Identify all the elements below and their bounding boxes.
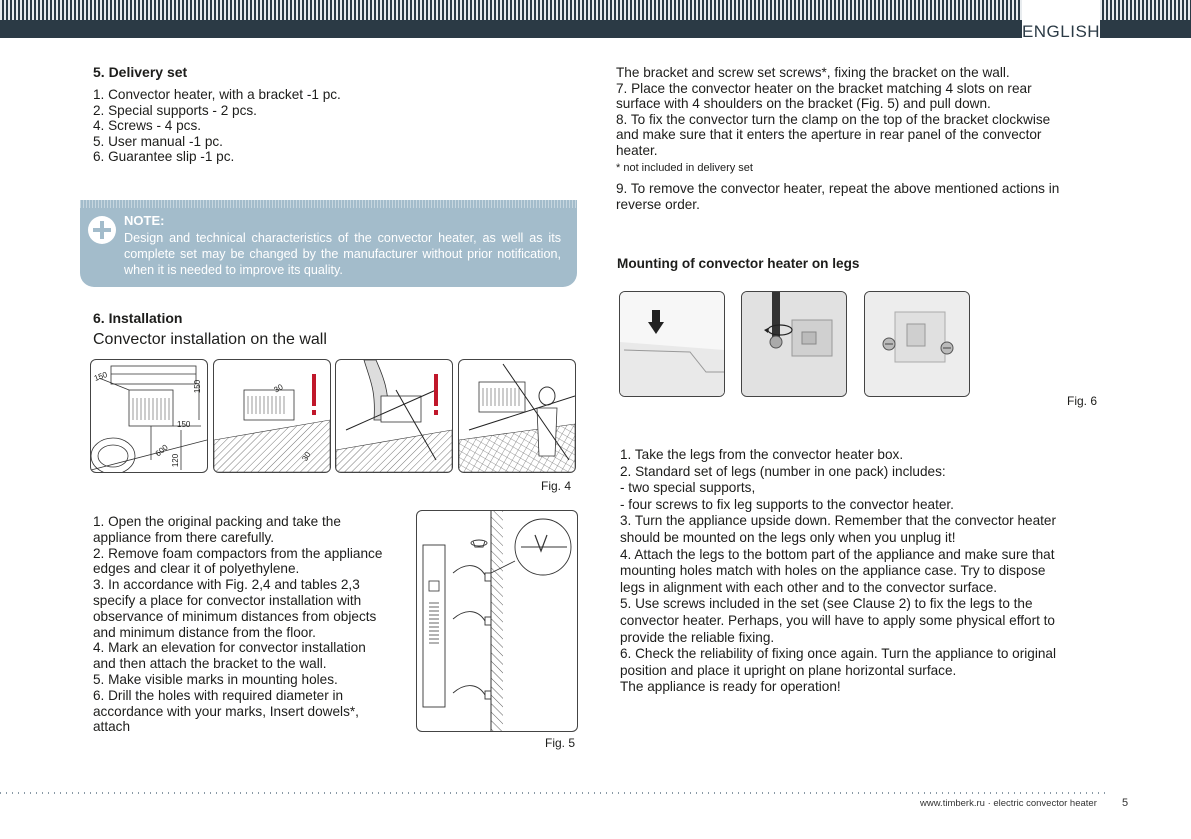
text-line: surface with 4 shoulders on the bracket (Fig. 5) and pull down. xyxy=(616,96,991,112)
text-line: and minimum distance from the floor. xyxy=(93,624,316,640)
text-line: legs in alignment with each other and to the convector surface. xyxy=(620,579,998,595)
installation-subtitle: Convector installation on the wall xyxy=(93,331,327,348)
text-line: 2. Standard set of legs (number in one pack) includes: xyxy=(620,463,946,479)
fig4-dim-label: 150 xyxy=(177,420,191,429)
text-line: observance of minimum distances from objects xyxy=(93,608,377,624)
text-line: accordance with your marks, Insert dowels*, xyxy=(93,703,359,719)
remove-text xyxy=(616,181,1106,212)
text-line: provide the reliable fixing. xyxy=(620,629,775,645)
legs-steps xyxy=(620,447,1100,696)
note-stripe xyxy=(80,200,577,208)
header-stripes xyxy=(0,0,1191,20)
text-line: 3. In accordance with Fig. 2,4 and tables 2,3 xyxy=(93,577,360,593)
text-line: The bracket and screw set screws*, fixing the bracket on the wall. xyxy=(616,65,1010,80)
text-line: 1. Open the original packing and take the xyxy=(93,514,341,529)
text-line: 4. Attach the legs to the bottom part of the appliance and make sure that xyxy=(620,546,1055,562)
text-line: 2. Remove foam compactors from the appliance xyxy=(93,545,383,561)
plus-icon xyxy=(88,216,116,244)
text-line: 5. Make visible marks in mounting holes. xyxy=(93,671,338,687)
text-line: edges and clear it of polyethylene. xyxy=(93,561,300,577)
text-line: reverse order. xyxy=(616,196,700,212)
text-line: 8. To fix the convector turn the clamp on the top of the bracket clockwise xyxy=(616,111,1051,127)
text-line: 9. To remove the convector heater, repeat the above mentioned actions in xyxy=(616,181,1060,196)
list-item: 6. Guarantee slip -1 pc. xyxy=(93,149,235,165)
text-line: The appliance is ready for operation! xyxy=(620,679,841,695)
text-line: - four screws to fix leg supports to the convector heater. xyxy=(620,496,954,512)
language-label: ENGLISH xyxy=(1021,22,1101,41)
fig4-panel-curtain-warning xyxy=(335,359,453,473)
fig5-label: Fig. 5 xyxy=(545,736,576,750)
text-line: 3. Turn the appliance upside down. Remember that the convector heater xyxy=(620,513,1057,529)
text-line: attach xyxy=(93,719,131,735)
footnote: * not included in delivery set xyxy=(616,162,753,174)
fig6-photo-fixed-leg xyxy=(864,291,970,397)
note-box xyxy=(80,200,577,287)
text-line: 1. Take the legs from the convector heater box. xyxy=(620,447,904,462)
fig4-panel-clearances xyxy=(90,359,208,473)
text-line: convector heater. Perhaps, you will have to apply some physical effort to xyxy=(620,612,1055,628)
language-tab xyxy=(1022,0,1100,46)
footer-divider xyxy=(0,792,1110,794)
fig4-panel-floor-warning xyxy=(213,359,331,473)
page-number: 5 xyxy=(1122,797,1129,809)
text-line: 7. Place the convector heater on the bracket matching 4 slots on rear xyxy=(616,80,1032,96)
fig4-dim-label: 600 xyxy=(153,442,170,459)
installation-steps xyxy=(93,514,413,735)
fig4-dim-label: 30 xyxy=(300,450,313,463)
fig4-dim-label: 120 xyxy=(171,453,181,468)
fig6-photo-upside-down xyxy=(619,291,725,397)
list-item: 1. Convector heater, with a bracket -1 pc. xyxy=(93,87,341,102)
text-line: heater. xyxy=(616,142,658,158)
bracket-text xyxy=(616,65,1106,159)
fig4-panel-bathroom xyxy=(458,359,576,473)
installation-title: 6. Installation xyxy=(93,310,183,326)
text-line: specify a place for convector installation with xyxy=(93,592,362,608)
text-line: and then attach the bracket to the wall. xyxy=(93,656,327,672)
text-line: 6. Drill the holes with required diameter in xyxy=(93,687,344,703)
header-bar xyxy=(0,0,1191,38)
text-line: position and place it upright on plane horizontal surface. xyxy=(620,662,957,678)
note-title: NOTE: xyxy=(124,213,165,228)
list-item: 2. Special supports - 2 pcs. xyxy=(93,102,257,118)
delivery-list xyxy=(93,87,423,165)
fig4-dim-label: 150 xyxy=(193,379,203,394)
text-line: 5. Use screws included in the set (see Clause 2) to fix the legs to the xyxy=(620,596,1033,612)
footer-site: www.timberk.ru · electric convector heater xyxy=(920,798,1097,809)
fig4-dim-label: 30 xyxy=(272,382,285,395)
fig6-label: Fig. 6 xyxy=(1067,394,1098,408)
text-line: - two special supports, xyxy=(620,480,756,496)
text-line: and make sure that it enters the aperture in rear panel of the convector xyxy=(616,127,1042,143)
fig4-dim-label: 150 xyxy=(92,369,109,384)
fig5-bracket-diagram xyxy=(416,510,578,732)
fig4-label: Fig. 4 xyxy=(541,479,572,493)
text-line: 4. Mark an elevation for convector installation xyxy=(93,640,366,656)
fig6-photo-screwdriver xyxy=(741,291,847,397)
legs-title: Mounting of convector heater on legs xyxy=(617,256,860,271)
delivery-title: 5. Delivery set xyxy=(93,64,188,80)
text-line: should be mounted on the legs only when you unplug it! xyxy=(620,529,956,545)
list-item: 4. Screws - 4 pcs. xyxy=(93,118,202,134)
text-line: appliance from there carefully. xyxy=(93,529,275,545)
note-text: Design and technical characteristics of the convector heater, as well as its complete set may be changed by the manufacturer without prior notification, when it is needed to improve its quality. xyxy=(124,231,561,277)
text-line: 6. Check the reliability of fixing once again. Turn the appliance to original xyxy=(620,646,1057,662)
text-line: mounting holes match with holes on the appliance case. Try to dispose xyxy=(620,563,1046,579)
list-item: 5. User manual -1 pc. xyxy=(93,133,223,149)
